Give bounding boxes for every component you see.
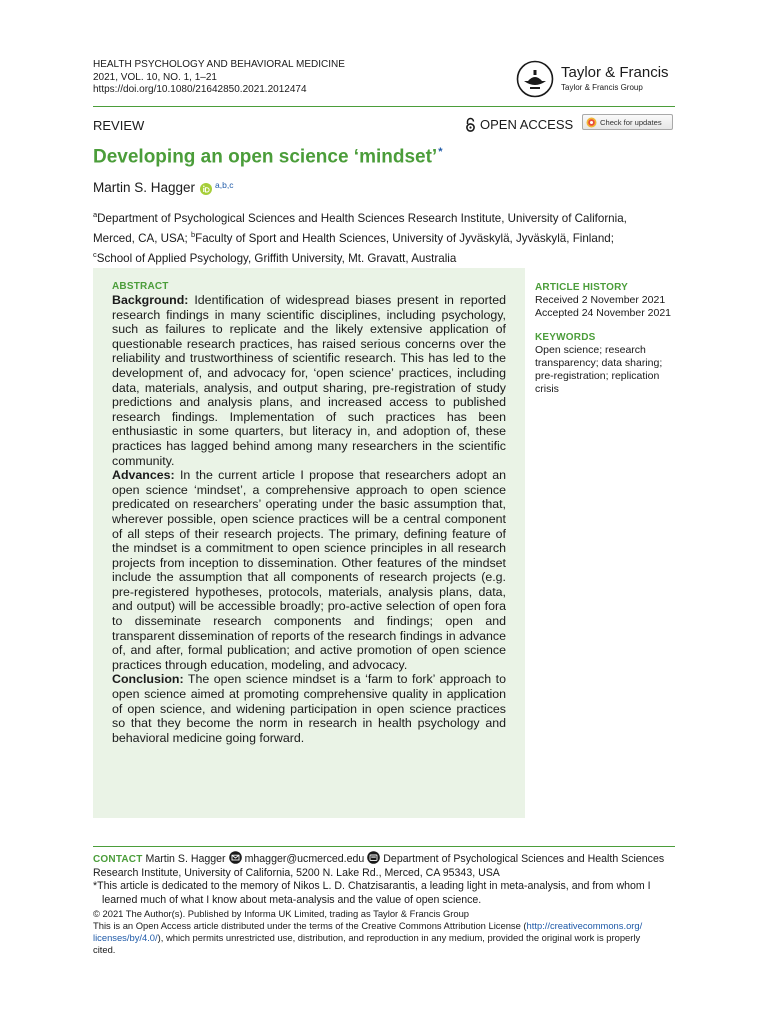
contact-address: Department of Psychological Sciences and Health Sciences	[383, 853, 665, 865]
contact-line	[93, 851, 678, 867]
abstract-label: Conclusion:	[112, 672, 184, 687]
open-access-label	[465, 117, 573, 132]
abstract-text	[112, 293, 506, 745]
footer-divider	[93, 846, 675, 847]
copyright-line: © 2021 The Author(s). Published by Informa UK Limited, trading as Taylor & Francis Group	[93, 908, 470, 919]
header-divider	[93, 106, 675, 107]
check-updates-icon	[586, 117, 597, 128]
license-link[interactable]: http://creativecommons.org/	[526, 920, 643, 931]
abstract-conclusion	[112, 672, 506, 745]
abstract-background	[112, 293, 506, 468]
publisher-group: Taylor & Francis Group	[561, 83, 643, 92]
keywords-line: Open science; research	[535, 344, 646, 356]
keywords-line: transparency; data sharing;	[535, 357, 663, 369]
affiliation-text: Faculty of Sport and Health Sciences, University of Jyväskylä, Jyväskylä, Finland;	[195, 231, 614, 245]
license-line	[93, 932, 678, 944]
affiliation-text: School of Applied Psychology, Griffith University, Mt. Gravatt, Australia	[96, 251, 457, 265]
copyright-notice	[93, 908, 678, 956]
title-footnote-marker[interactable]: *	[438, 146, 443, 158]
check-updates-label: Check for updates	[600, 117, 662, 127]
contact-email[interactable]: mhagger@ucmerced.edu	[244, 853, 365, 865]
email-icon	[229, 851, 242, 864]
journal-citation: 2021, VOL. 10, NO. 1, 1–21	[93, 71, 217, 83]
license-text: ), which permits unrestricted use, distribution, and reproduction in any medium, provided the original work is properly	[157, 932, 641, 943]
affiliation-mark: a	[93, 210, 98, 219]
contact-name: Martin S. Hagger	[145, 853, 226, 865]
article-title	[93, 146, 442, 168]
address-icon	[367, 851, 380, 864]
abstract-paragraph: In the current article I propose that researchers adopt an open science ‘mindset’, a comprehensive approach to open science predicated on researchers’ operating under the basic assumption that, wherever possible, open science practices will be a central component of all steps of their research projects. The primary, defining feature of the mindset is a commitment to open science principles in all research projects from inception to dissemination. Other features of the mindset include the assumption that all components of research projects (e.g. pre-registered hypotheses, protocols, materials, analysis plans, data, and output) will be accessible broadly; pro-active selection of open fora to disseminate research components and findings; open and transparent dissemination of reports of the research findings in advance of, and after, formal publication; and active promotion of open science practices through education, modeling, and advocacy.	[112, 468, 506, 672]
contact-label: CONTACT	[93, 854, 143, 865]
affiliation-line	[93, 247, 678, 267]
dedication-note: *This article is dedicated to the memory of Nikos L. D. Chatzisarantis, a leading light in meta-analysis, and from whom I	[93, 880, 651, 892]
affiliations	[93, 207, 678, 267]
keywords	[535, 332, 685, 396]
keywords-heading: KEYWORDS	[535, 332, 596, 343]
publisher-name: Taylor & Francis	[561, 64, 669, 81]
abstract-label: Advances:	[112, 468, 175, 483]
license-link[interactable]: licenses/by/4.0/	[93, 932, 158, 943]
contact-address-line: Research Institute, University of California, 5200 N. Lake Rd., Merced, CA 95343, USA	[93, 866, 500, 879]
accepted-date: Accepted 24 November 2021	[535, 307, 672, 319]
license-line	[93, 920, 678, 932]
author-line	[93, 180, 233, 195]
affiliation-line	[93, 227, 678, 247]
abstract-paragraph: Identification of widespread biases present in reported research findings in many scientific disciplines, including psychology, such as failures to replicate and the likely extensive application of questionable research practices, has raised serious concerns over the reliability and trustworthiness of scientific research. This has led to the development of, and advocacy for, ‘open science’ practices, including data, materials, analysis, and output sharing, pre-registration of study predictions and analysis plans, and increased access to published research findings. Implementation of such practices has been enthusiastic in some quarters, but literacy in, and adoption of, these practices has lagged behind among many researchers in the scientific community.	[112, 293, 506, 468]
affiliation-mark: b	[190, 229, 196, 239]
abstract-label: Background:	[112, 293, 189, 307]
license-line: cited.	[93, 944, 116, 955]
journal-header	[93, 59, 345, 97]
author-affiliation-marks[interactable]: a,b,c	[215, 180, 234, 190]
abstract-box	[93, 268, 525, 818]
article-history	[535, 282, 685, 320]
affiliation-line	[93, 207, 678, 227]
journal-name: HEALTH PSYCHOLOGY AND BEHAVIORAL MEDICINE	[93, 59, 345, 70]
abstract-heading: ABSTRACT	[112, 281, 169, 292]
contact-footnote	[93, 851, 678, 907]
article-sidebar	[535, 282, 685, 408]
license-text: This is an Open Access article distributed under the terms of the Creative Commons Attribution License (	[93, 920, 527, 931]
taylor-francis-lamp-icon	[516, 60, 554, 98]
affiliation-text: Merced, CA, USA;	[93, 231, 191, 245]
dedication-note-cont: learned much of what I know about meta-analysis and the value of open science.	[102, 893, 482, 906]
received-date: Received 2 November 2021	[535, 294, 666, 306]
orcid-icon[interactable]	[200, 183, 212, 195]
abstract-advances	[112, 468, 506, 672]
article-title-text: Developing an open science ‘mindset’	[93, 146, 438, 168]
keywords-line: crisis	[535, 383, 559, 395]
author-name: Martin S. Hagger	[93, 180, 196, 195]
affiliation-mark: c	[93, 249, 97, 259]
open-access-text: OPEN ACCESS	[480, 117, 574, 132]
abstract-content	[112, 281, 506, 745]
affiliation-text: Department of Psychological Sciences and Health Sciences Research Institute, University of California,	[97, 211, 627, 225]
journal-doi[interactable]: https://doi.org/10.1080/21642850.2021.2012474	[93, 84, 307, 95]
keywords-line: pre-registration; replication	[535, 370, 660, 382]
publisher-logo[interactable]	[516, 60, 676, 98]
check-updates-button[interactable]	[582, 114, 673, 130]
article-type: REVIEW	[93, 118, 145, 133]
abstract-paragraph: The open science mindset is a ‘farm to fork’ approach to open science aimed at promoting comprehensive quality in application of open science, and widening participation in open science practices so that they become the norm in research in health psychology and behavioral medicine going forward.	[112, 672, 506, 745]
open-access-lock-icon	[465, 117, 476, 132]
history-heading: ARTICLE HISTORY	[535, 282, 629, 293]
